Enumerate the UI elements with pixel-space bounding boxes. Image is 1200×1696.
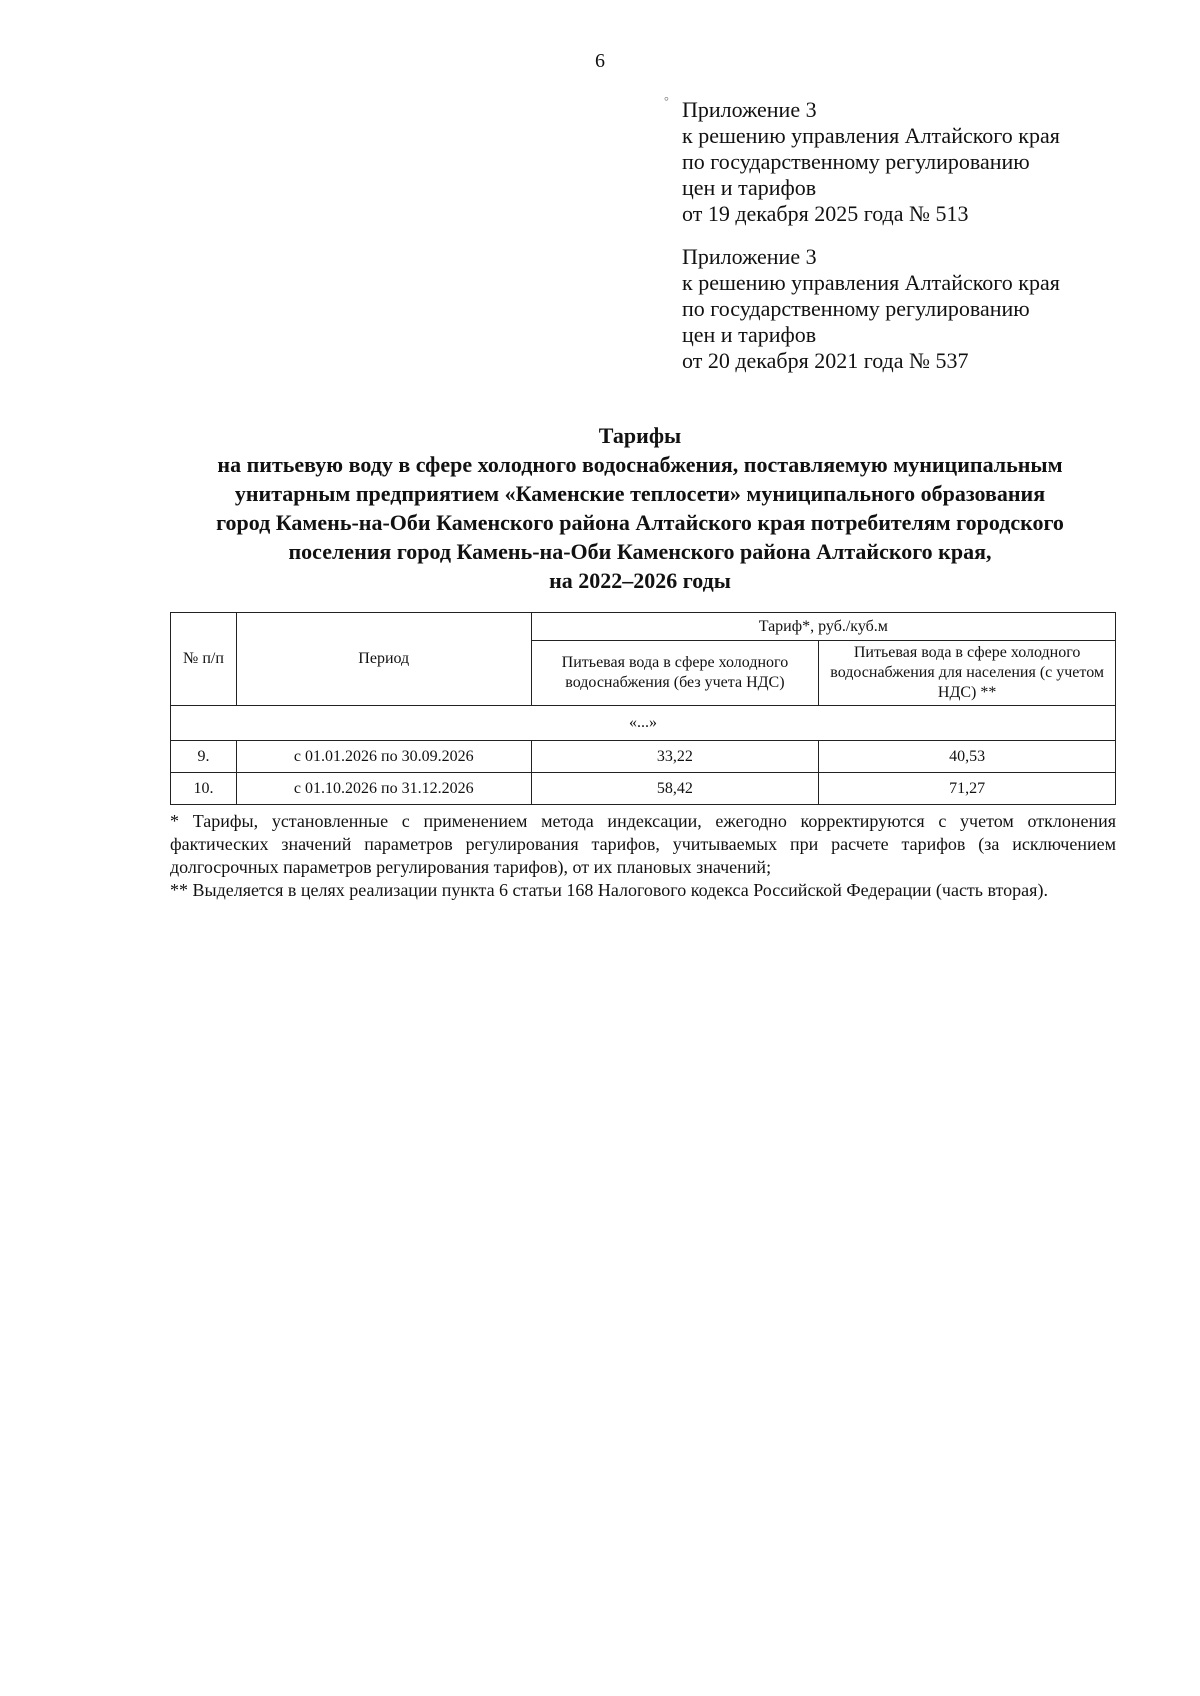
appendix-original	[682, 244, 1142, 374]
footnote-1: * Тарифы, установленные с применением метода индексации, ежегодно корректируются с учетом отклонения фактических значений параметров регулирования тарифов, учитываемых при расчете тарифов (за исключением долгосрочных параметров регулирования тарифов), от их плановых значений;	[170, 811, 1116, 877]
title-line: на 2022–2026 годы	[549, 568, 731, 593]
appendix-line: к решению управления Алтайского края	[682, 123, 1060, 148]
appendix-line: цен и тарифов	[682, 322, 817, 347]
cell-num: 10.	[171, 773, 237, 805]
cell-tariff-a: 33,22	[531, 741, 819, 773]
table-row	[171, 773, 1116, 805]
document-title	[120, 421, 1160, 595]
title-line: на питьевую воду в сфере холодного водоснабжения, поставляемую муниципальным	[217, 452, 1063, 477]
cell-num: 9.	[171, 741, 237, 773]
cell-period: с 01.10.2026 по 31.12.2026	[236, 773, 531, 805]
header-tariff: Тариф*, руб./куб.м	[531, 613, 1115, 641]
ellipsis-row: «...»	[171, 706, 1116, 741]
table-row	[171, 741, 1116, 773]
appendix-line: от 20 декабря 2021 года № 537	[682, 348, 969, 373]
title-line: Тарифы	[598, 423, 682, 448]
header-num: № п/п	[171, 613, 237, 706]
appendix-current	[682, 97, 1142, 227]
page-number: 6	[595, 50, 605, 72]
cell-tariff-b: 71,27	[819, 773, 1116, 805]
scan-mark: °	[664, 94, 669, 108]
title-line: поселения город Камень-на-Оби Каменского района Алтайского края,	[288, 539, 992, 564]
appendix-line: цен и тарифов	[682, 175, 817, 200]
tariff-table	[170, 612, 1116, 805]
appendix-line: Приложение 3	[682, 97, 817, 122]
appendix-line: Приложение 3	[682, 244, 817, 269]
appendix-line: по государственному регулированию	[682, 296, 1030, 321]
appendix-line: к решению управления Алтайского края	[682, 270, 1060, 295]
footnotes	[170, 810, 1116, 902]
header-col-b: Питьевая вода в сфере холодного водоснабжения для населения (с учетом НДС) **	[819, 641, 1116, 706]
appendix-line: по государственному регулированию	[682, 149, 1030, 174]
title-line: город Камень-на-Оби Каменского района Алтайского края потребителям городского	[216, 510, 1064, 535]
cell-tariff-b: 40,53	[819, 741, 1116, 773]
footnote-2: ** Выделяется в целях реализации пункта 6 статьи 168 Налогового кодекса Российской Федерации (часть вторая).	[170, 880, 1048, 900]
cell-tariff-a: 58,42	[531, 773, 819, 805]
appendix-line: от 19 декабря 2025 года № 513	[682, 201, 969, 226]
header-col-a: Питьевая вода в сфере холодного водоснабжения (без учета НДС)	[531, 641, 819, 706]
title-line: унитарным предприятием «Каменские теплосети» муниципального образования	[234, 481, 1046, 506]
header-period: Период	[236, 613, 531, 706]
cell-period: с 01.01.2026 по 30.09.2026	[236, 741, 531, 773]
